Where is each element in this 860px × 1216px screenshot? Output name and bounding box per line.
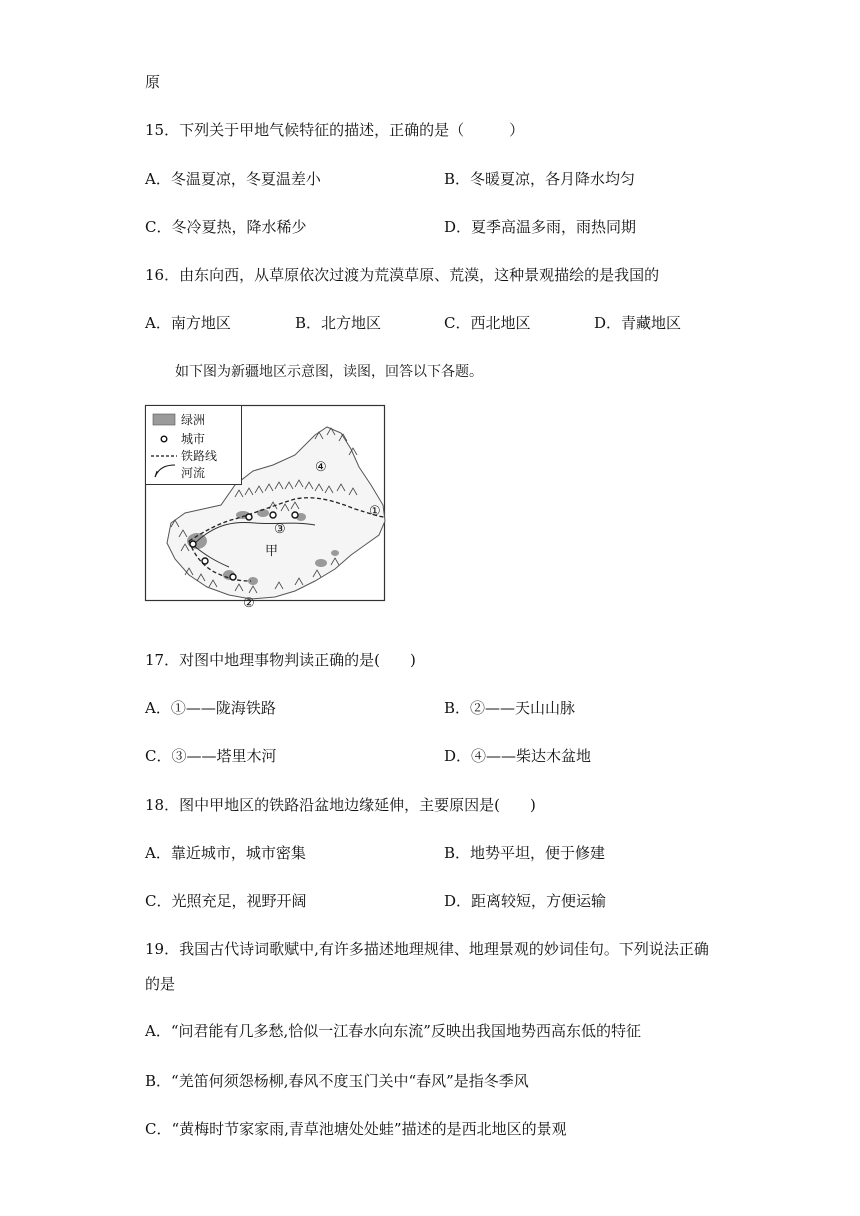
q17-stem: 17．对图中地理事物判读正确的是( ) [145, 651, 416, 669]
q18-option-a: A．靠近城市，城市密集 [145, 844, 306, 862]
map-figure [145, 405, 385, 611]
continuation-text: 原 [145, 73, 161, 91]
legend-label-river: 河流 [181, 466, 206, 480]
q18-stem: 18．图中甲地区的铁路沿盆地边缘延伸，主要原因是( ) [145, 796, 536, 814]
legend-label-city: 城市 [181, 432, 206, 446]
q18-option-c: C．光照充足，视野开阔 [145, 892, 307, 910]
label-jia: 甲 [265, 544, 279, 559]
q16-option-a: A．南方地区 [145, 314, 231, 332]
q15-option-a: A．冬温夏凉，冬夏温差小 [145, 170, 321, 188]
map-intro: 如下图为新疆地区示意图，读图，回答以下各题。 [175, 364, 483, 380]
legend-label-railway: 铁路线 [181, 449, 218, 463]
q19-option-b: B．“羌笛何须怨杨柳,春风不度玉门关中“春风”是指冬季风 [145, 1072, 529, 1090]
q18-option-d: D．距离较短，方便运输 [444, 892, 607, 910]
q15-option-d: D．夏季高温多雨，雨热同期 [444, 218, 637, 236]
label-3: ③ [274, 522, 286, 537]
q17-option-b: B．②——天山山脉 [444, 699, 576, 717]
q15-option-b: B．冬暖夏凉，各月降水均匀 [444, 170, 636, 188]
q16-option-d: D．青藏地区 [594, 314, 682, 332]
q19-stem-line2: 的是 [145, 975, 176, 993]
q16-option-c: C．西北地区 [444, 314, 531, 332]
q16-stem: 16．由东向西，从草原依次过渡为荒漠草原、荒漠，这种景观描绘的是我国的 [145, 266, 660, 284]
q19-stem-line1: 19．我国古代诗词歌赋中,有许多描述地理规律、地理景观的妙词佳句。下列说法正确 [145, 940, 709, 958]
legend-city-symbol [161, 436, 167, 442]
label-2: ② [243, 596, 255, 611]
label-4: ④ [315, 460, 327, 475]
q19-option-a: A．“问君能有几多愁,恰似一江春水向东流”反映出我国地势西高东低的特征 [145, 1022, 641, 1040]
q19-option-c: C．“黄梅时节家家雨,青草池塘处处蛙”描述的是西北地区的景观 [145, 1120, 567, 1138]
legend-oasis-swatch [153, 414, 175, 425]
q18-option-b: B．地势平坦，便于修建 [444, 844, 606, 862]
label-1: ① [369, 504, 381, 519]
xinjiang-map [145, 405, 385, 611]
legend-label-oasis: 绿洲 [181, 413, 206, 427]
q16-option-b: B．北方地区 [295, 314, 382, 332]
q17-option-c: C．③——塔里木河 [145, 747, 277, 765]
q15-stem: 15．下列关于甲地气候特征的描述，正确的是（ ） [145, 121, 525, 139]
map-legend [146, 406, 242, 485]
q17-option-d: D．④——柴达木盆地 [444, 747, 592, 765]
q17-option-a: A．①——陇海铁路 [145, 699, 276, 717]
q15-option-c: C．冬冷夏热，降水稀少 [145, 218, 307, 236]
